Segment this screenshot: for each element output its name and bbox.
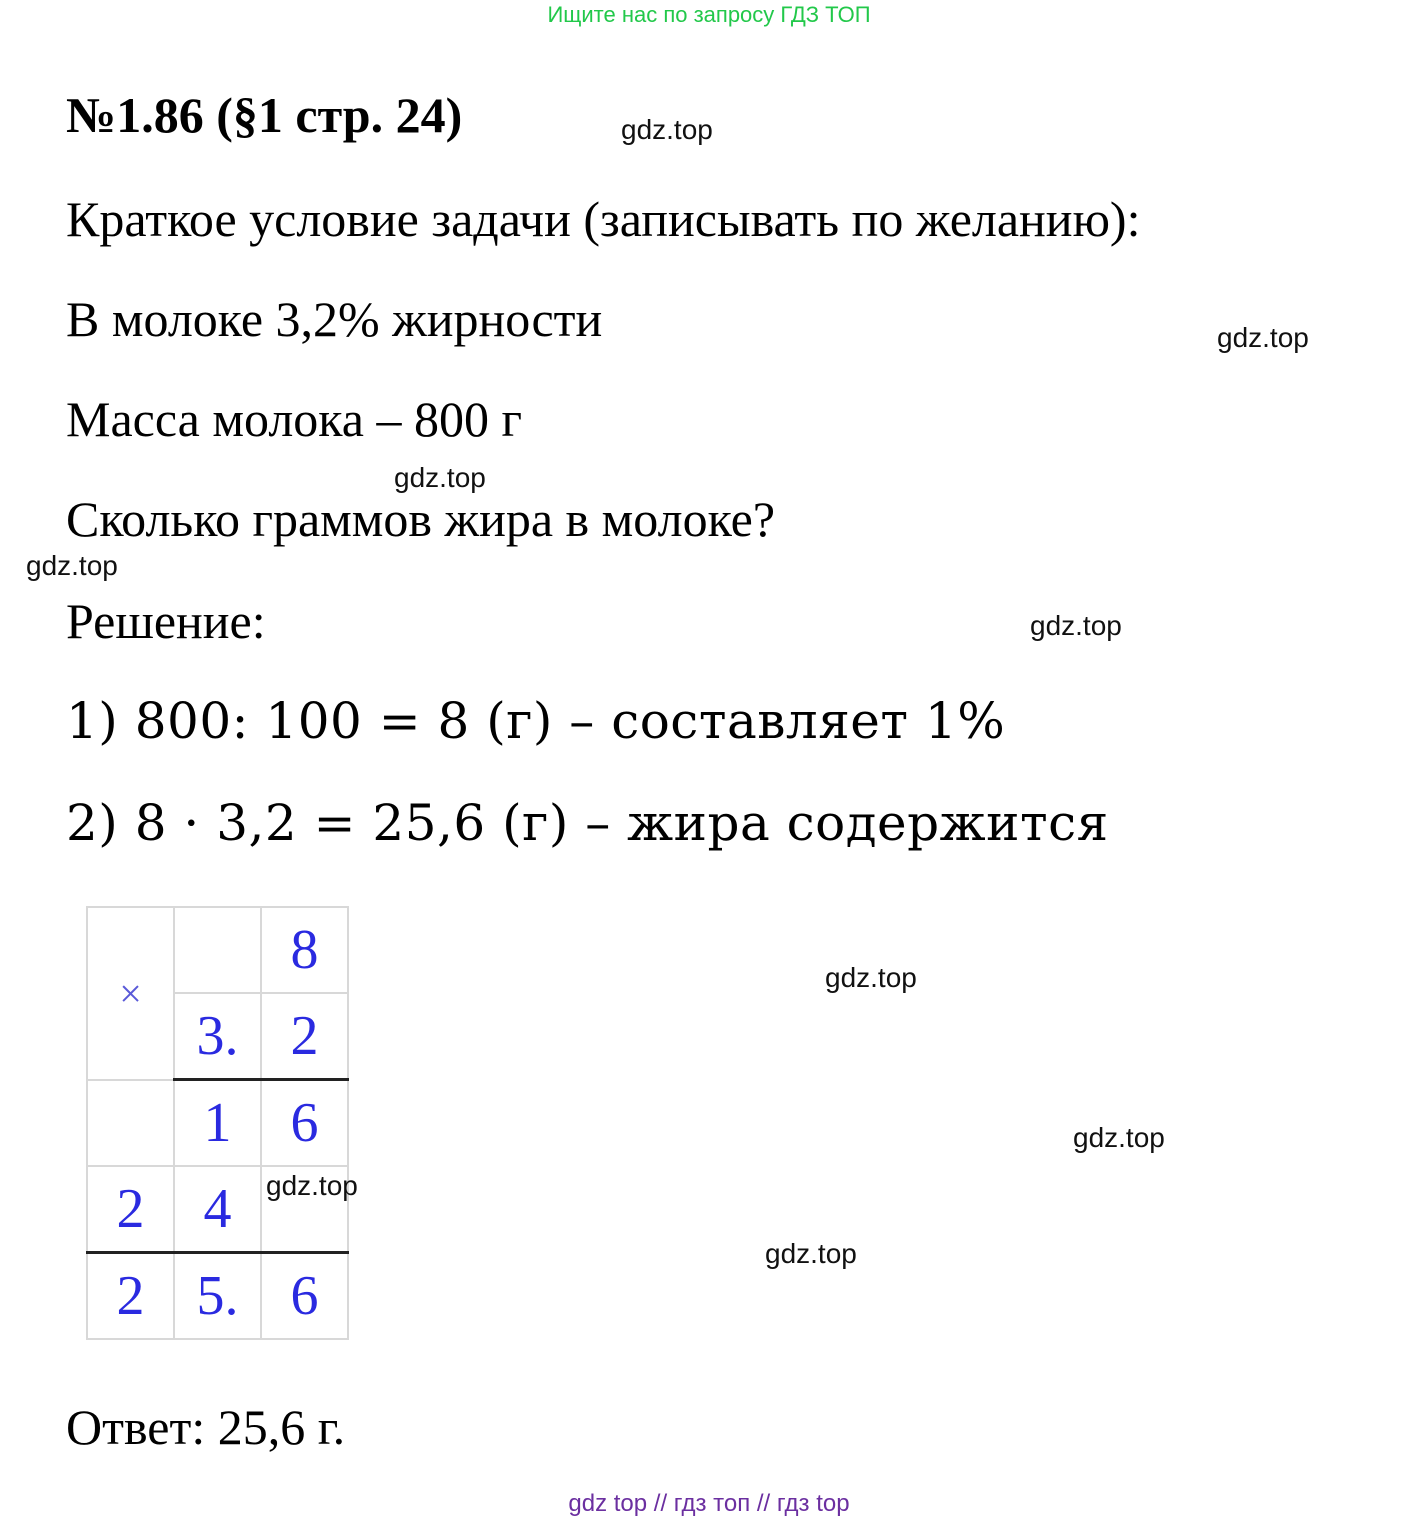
condition-line-fat: В молоке 3,2% жирности: [66, 291, 603, 347]
calc-cell: 4: [174, 1166, 261, 1253]
watermark: gdz.top: [266, 1170, 358, 1201]
calc-cell: 1: [174, 1080, 261, 1167]
watermark: gdz.top: [1217, 322, 1309, 353]
calc-cell: 2: [87, 1253, 174, 1340]
calc-cell: [87, 1080, 174, 1167]
calc-cell: 2: [87, 1166, 174, 1253]
solution-step-1: 1) 800: 100 = 8 (г) – составляет 1%: [66, 692, 1006, 750]
problem-title: №1.86 (§1 стр. 24): [66, 87, 463, 143]
condition-label: Краткое условие задачи (записывать по желанию):: [66, 191, 1141, 247]
watermark: gdz.top: [765, 1238, 857, 1269]
calc-cell: 6: [261, 1253, 348, 1340]
condition-line-question: Сколько граммов жира в молоке?: [66, 491, 776, 547]
column-multiplication: [86, 906, 349, 1340]
top-banner[interactable]: Ищите нас по запросу ГДЗ ТОП: [547, 2, 871, 27]
calc-cell: 6: [261, 1080, 348, 1167]
watermark: gdz.top: [825, 962, 917, 993]
calc-cell: 5.: [174, 1253, 261, 1340]
solution-label: Решение:: [66, 593, 266, 649]
calc-cell: [174, 907, 261, 993]
calc-cell: 3.: [174, 993, 261, 1080]
multiply-sign: ×: [87, 907, 174, 1080]
calc-cell: 8: [261, 907, 348, 993]
solution-step-2: 2) 8 · 3,2 = 25,6 (г) – жира содержится: [66, 794, 1109, 852]
watermark: gdz.top: [1030, 610, 1122, 641]
condition-line-mass: Масса молока – 800 г: [66, 391, 523, 447]
watermark: gdz.top: [26, 550, 118, 581]
watermark: gdz.top: [621, 114, 713, 145]
watermark: gdz.top: [1073, 1122, 1165, 1153]
calc-cell: 2: [261, 993, 348, 1080]
footer-links[interactable]: gdz top // гдз топ // гдз top: [568, 1490, 850, 1517]
answer: Ответ: 25,6 г.: [66, 1399, 346, 1455]
watermark: gdz.top: [394, 462, 486, 493]
